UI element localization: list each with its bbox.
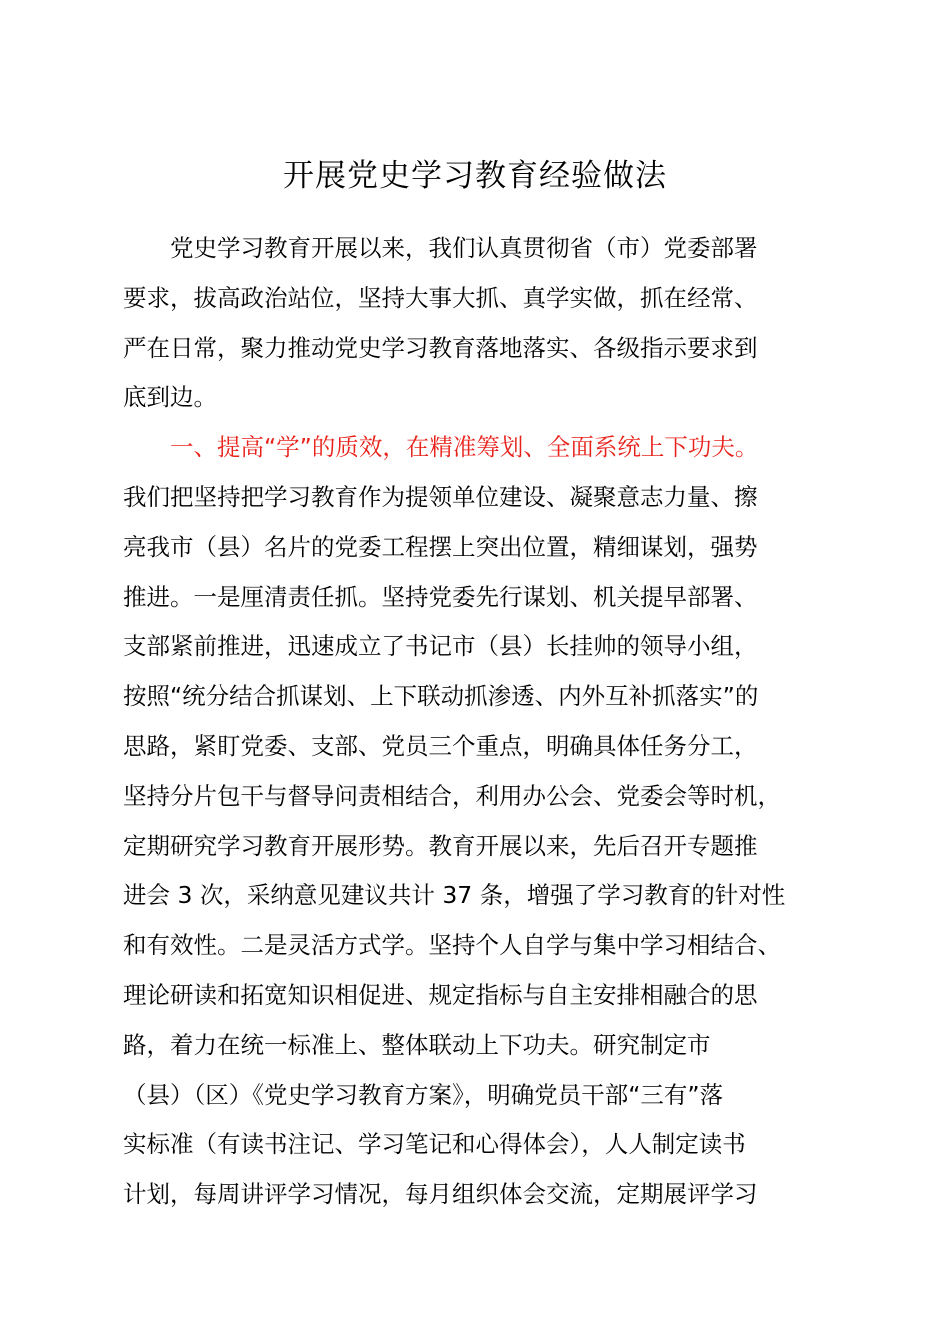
paragraph-line: 支部紧前推进，迅速成立了书记市（县）长挂帅的领导小组， [123,632,758,661]
paragraph-line: 严在日常，聚力推动党史学习教育落地落实、各级指示要求到 [123,333,758,362]
paragraph-line: 坚持分片包干与督导问责相结合，利用办公会、党委会等时机， [123,781,781,810]
paragraph-line: 按照“统分结合抓谋划、上下联动抓渗透、内外互补抓落实”的 [123,682,759,711]
paragraph-line: 和有效性。二是灵活方式学。坚持个人自学与集中学习相结合、 [123,931,781,960]
paragraph-line: 亮我市（县）名片的党委工程摆上突出位置，精细谋划，强势 [123,532,758,561]
document-body [123,224,863,1220]
paragraph-line: （县）（区）《党史学习教育方案》，明确党员干部“三有”落 [123,1080,724,1109]
paragraph-line: 理论研读和拓宽知识相促进、规定指标与自主安排相融合的思 [123,980,758,1009]
paragraph-line: 定期研究学习教育开展形势。教育开展以来，先后召开专题推 [123,831,758,860]
paragraph-line: 推进。一是厘清责任抓。坚持党委先行谋划、机关提早部署、 [123,582,758,611]
paragraph-line: 实标准（有读书注记、学习笔记和心得体会），人人制定读书 [123,1130,746,1159]
paragraph-line: 底到边。 [123,383,217,412]
paragraph-line: 路，着力在统一标准上、整体联动上下功夫。研究制定市 [123,1030,711,1059]
section-heading-line: 一、提高“学”的质效，在精准筹划、全面系统上下功夫。 [123,433,759,462]
document-title: 开展党史学习教育经验做法 [283,158,667,194]
paragraph-line: 计划，每周讲评学习情况，每月组织体会交流，定期展评学习 [123,1180,758,1209]
paragraph-line: 要求，拔高政治站位，坚持大事大抓、真学实做，抓在经常、 [123,283,758,312]
paragraph-line: 思路，紧盯党委、支部、党员三个重点，明确具体任务分工， [123,731,758,760]
paragraph-line: 进会 3 次，采纳意见建议共计 37 条，增强了学习教育的针对性 [123,881,786,910]
paragraph-line: 党史学习教育开展以来，我们认真贯彻省（市）党委部署 [123,234,758,262]
paragraph-line: 我们把坚持把学习教育作为提领单位建设、凝聚意志力量、擦 [123,482,758,511]
